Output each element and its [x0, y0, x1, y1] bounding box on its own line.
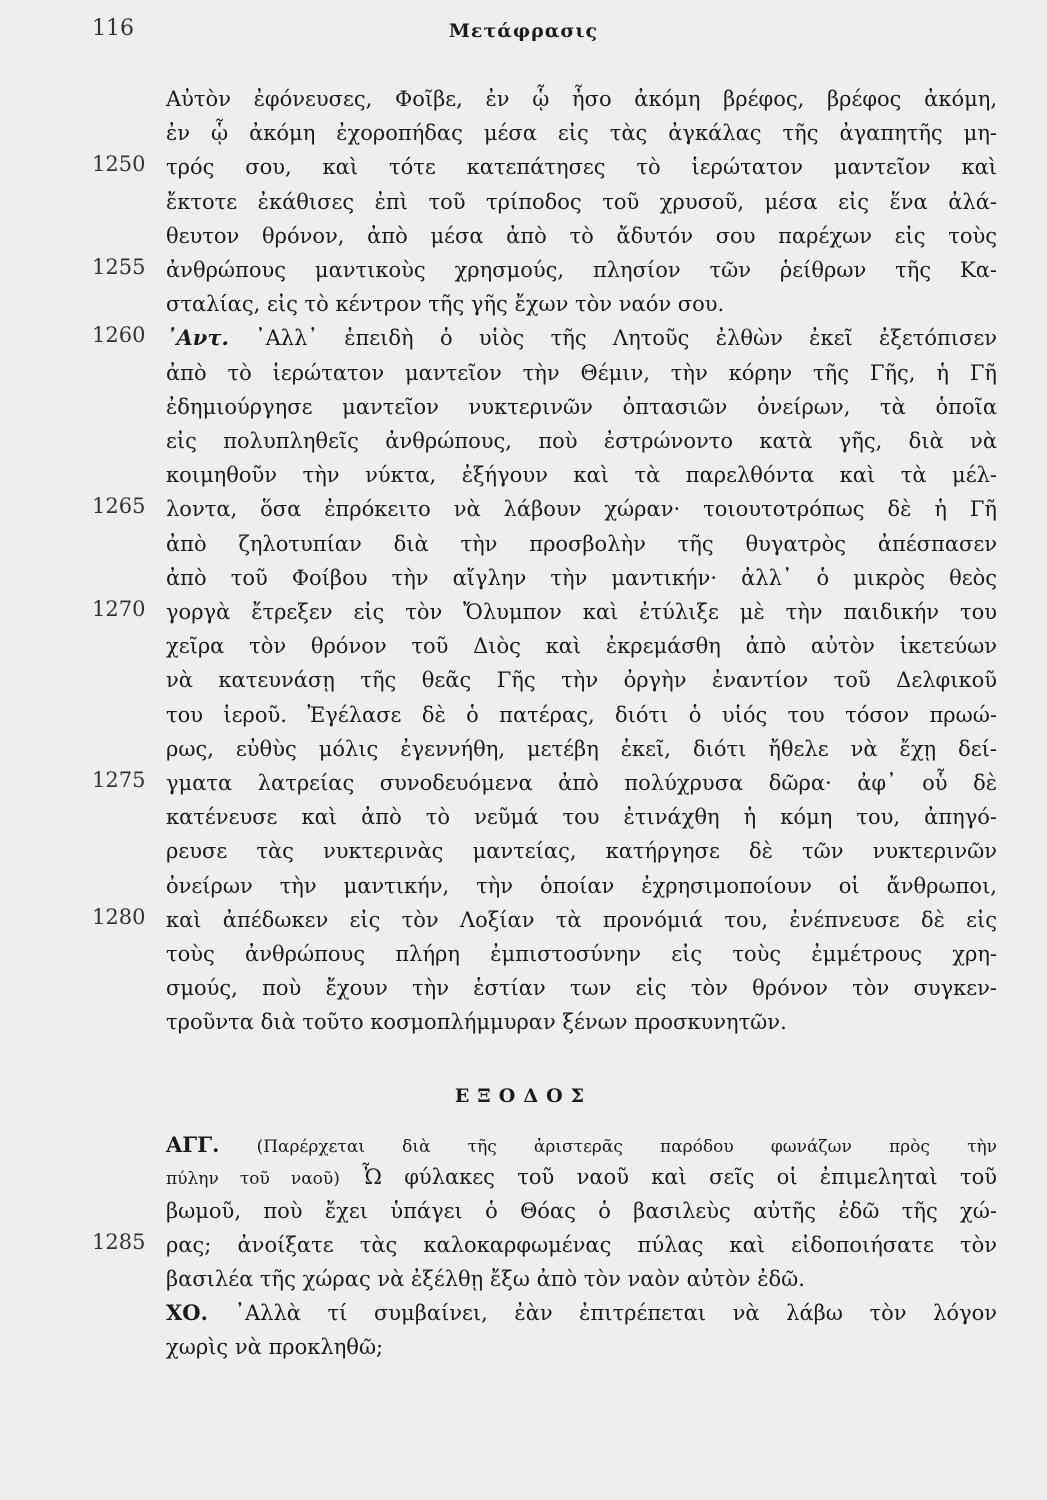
- text-line: [0, 1005, 1047, 1039]
- text-line: [0, 185, 1047, 219]
- text-run: νὰ κατευνάσῃ τῆς θεᾶς Γῆς τὴν ὀργὴν ἐναντίον τοῦ Δελφικοῦ: [166, 668, 997, 693]
- line-text: [166, 185, 997, 219]
- line-text: [166, 766, 997, 800]
- text-run: χωρὶς νὰ προκληθῶ;: [166, 1335, 384, 1359]
- line-text: [166, 219, 997, 253]
- line-text: [166, 971, 997, 1005]
- line-number: 1250: [92, 152, 146, 177]
- line-text: [166, 1262, 997, 1296]
- text-run: ἀνθρώπους μαντικοὺς χρησμούς, πλησίον τῶν ῥείθρων τῆς Κα-: [166, 258, 997, 282]
- line-number: 1285: [92, 1230, 146, 1254]
- text-run: βασιλέα τῆς χώρας νὰ ἐξέλθῃ ἔξω ἀπὸ τὸν ναὸν αὐτὸν ἐδῶ.: [166, 1267, 805, 1291]
- antistrophe-line: [0, 321, 1047, 355]
- text-run: ἀπὸ τοῦ Φοίβου τὴν αἴγλην τὴν μαντικήν· ἀλλ᾿ ὁ μικρὸς θεὸς: [166, 565, 997, 590]
- line-text: [166, 458, 997, 492]
- stage-direction: πύλην τοῦ ναοῦ): [166, 1169, 340, 1189]
- line-text: [166, 834, 997, 868]
- text-run: τρός σου, καὶ τότε κατεπάτησες τὸ ἱερώτατον μαντεῖον καὶ: [166, 155, 997, 180]
- line-number: 1260: [92, 323, 146, 348]
- text-run: εἰς πολυπληθεῖς ἀνθρώπους, ποὺ ἐστρώνοντο κατὰ γῆς, διὰ νὰ: [166, 429, 997, 453]
- text-line: [0, 424, 1047, 458]
- text-line: [0, 287, 1047, 321]
- text-run: ἀπὸ ζηλοτυπίαν διὰ τὴν προσβολὴν τῆς θυγατρὸς ἀπέσπασεν: [166, 531, 997, 556]
- line-text: [166, 595, 997, 629]
- text-run: ρας; ἀνοίξατε τὰς καλοκαρφωμένας πύλας καὶ εἰδοποιήσατε τὸν: [166, 1233, 997, 1257]
- text-line: [0, 116, 1047, 150]
- text-line: [0, 629, 1047, 663]
- speaker-label: ΧΟ.: [166, 1300, 208, 1325]
- line-text: [166, 869, 997, 903]
- text-line: [0, 869, 1047, 903]
- text-run: θευτον θρόνον, ἀπὸ μέσα ἀπὸ τὸ ἄδυτόν σου παρέχων εἰς τοὺς: [166, 223, 997, 248]
- line-number: 1265: [92, 494, 146, 519]
- line-text: [166, 390, 997, 424]
- text-run: ἔκτοτε ἐκάθισες ἐπὶ τοῦ τρίποδος τοῦ χρυσοῦ, μέσα εἰς ἕνα ἀλά-: [166, 189, 997, 214]
- text-line: [0, 253, 1047, 287]
- text-line: [0, 150, 1047, 184]
- line-number: 1280: [92, 904, 146, 929]
- text-line: [0, 937, 1047, 971]
- text-run: γματα λατρείας συνοδευόμενα ἀπὸ πολύχρυσα δῶρα· ἀφ᾿ οὗ δὲ: [166, 771, 997, 795]
- text-run: ἀπὸ τὸ ἱερώτατον μαντεῖον τὴν Θέμιν, τὴν κόρην τῆς Γῆς, ἡ Γῆ: [166, 360, 997, 385]
- text-line: [0, 1262, 1047, 1296]
- line-text: [166, 663, 997, 697]
- text-line: [0, 219, 1047, 253]
- line-text: [166, 1296, 997, 1330]
- text-run: γοργὰ ἔτρεξεν εἰς τὸν Ὄλυμπον καὶ ἐτύλιξε μὲ τὴν παιδικήν του: [166, 600, 997, 624]
- text-line: [0, 492, 1047, 526]
- text-line: [0, 698, 1047, 732]
- text-run: Αὐτὸν ἐφόνευσες, Φοῖβε, ἐν ᾧ ἦσο ἀκόμη βρέφος, βρέφος ἀκόμη,: [166, 87, 997, 111]
- section-heading-exodos: ΕΞΟΔΟΣ: [454, 1085, 593, 1107]
- text-run: σταλίας, εἰς τὸ κέντρον τῆς γῆς ἔχων τὸν ναόν σου.: [166, 292, 725, 317]
- text-run: ρευσε τὰς νυκτερινὰς μαντείας, κατήργησε δὲ τῶν νυκτερινῶν: [166, 839, 997, 864]
- line-text: [166, 937, 997, 971]
- text-line: [0, 732, 1047, 766]
- text-line: [0, 800, 1047, 834]
- text-run: ᾿Αλλ᾿ ἐπειδὴ ὁ υἱὸς τῆς Λητοῦς ἐλθὼν ἐκεῖ ἐξετόπισεν: [228, 326, 997, 351]
- line-text: [166, 527, 997, 561]
- text-line: [0, 971, 1047, 1005]
- text-line: [0, 1194, 1047, 1228]
- line-text: [166, 629, 997, 663]
- speaker-label: ᾿Αντ.: [166, 325, 229, 351]
- text-line: [0, 595, 1047, 629]
- text-line: [0, 903, 1047, 937]
- speaker-label: ΑΓΓ.: [166, 1132, 220, 1157]
- text-line: [0, 356, 1047, 390]
- text-run: Ὦ φύλακες τοῦ ναοῦ καὶ σεῖς οἱ ἐπιμεληταὶ τοῦ: [339, 1165, 997, 1189]
- line-text: [166, 1005, 997, 1039]
- text-run: κατένευσε καὶ ἀπὸ τὸ νεῦμά του ἐτινάχθη ἡ κόμη του, ἀπηγό-: [166, 805, 997, 830]
- text-line: [0, 527, 1047, 561]
- line-text: [166, 116, 997, 150]
- line-text: [166, 1194, 997, 1228]
- line-text: [166, 1330, 997, 1364]
- text-run: ἐν ᾧ ἀκόμη ἐχοροπήδας μέσα εἰς τὰς ἀγκάλας τῆς ἀγαπητῆς μη-: [166, 121, 997, 146]
- text-run: ρως, εὐθὺς μόλις ἐγεννήθη, μετέβη ἐκεῖ, διότι ἤθελε νὰ ἔχῃ δεί-: [166, 736, 997, 761]
- line-text: [166, 150, 997, 184]
- line-text: [166, 287, 997, 321]
- line-text: [166, 732, 997, 766]
- page-header: [0, 16, 1047, 50]
- line-text: [166, 1160, 997, 1196]
- text-run: ὀνείρων τὴν μαντικήν, τὴν ὁποίαν ἐχρησιμοποίουν οἱ ἄνθρωποι,: [166, 873, 997, 898]
- line-number: 1255: [92, 255, 146, 279]
- line-text: [166, 1128, 997, 1164]
- line-text: [166, 492, 997, 526]
- text-run: σμούς, ποὺ ἔχουν τὴν ἑστίαν των εἰς τὸν θρόνον τὸν συγκεν-: [166, 976, 997, 1001]
- text-line: [0, 561, 1047, 595]
- chorus-line: [0, 1330, 1047, 1364]
- text-run: βωμοῦ, ποὺ ἔχει ὑπάγει ὁ Θόας ὁ βασιλεὺς αὐτῆς ἐδῶ τῆς χώ-: [166, 1199, 997, 1223]
- text-run: καὶ ἀπέδωκεν εἰς τὸν Λοξίαν τὰ προνόμιά του, ἐνέπνευσε δὲ εἰς: [166, 907, 997, 932]
- line-text: [166, 424, 997, 458]
- text-line: [0, 458, 1047, 492]
- text-run: ἐδημιούργησε μαντεῖον νυκτερινῶν ὀπτασιῶν ὀνείρων, τὰ ὁποῖα: [166, 394, 997, 419]
- line-text: [166, 1228, 997, 1262]
- line-text: [166, 321, 997, 355]
- page-number: 116: [92, 16, 134, 41]
- line-text: [166, 903, 997, 937]
- text-run: του ἱεροῦ. Ἐγέλασε δὲ ὁ πατέρας, διότι ὁ υἱός του τόσον πρωώ-: [166, 702, 997, 727]
- text-line: [0, 663, 1047, 697]
- text-line: [0, 834, 1047, 868]
- text-run: λοντα, ὅσα ἐπρόκειτο νὰ λάβουν χώραν· τοιουτοτρόπως δὲ ἡ Γῆ: [166, 497, 997, 522]
- running-title: Μετάφρασις: [448, 20, 599, 42]
- text-run: χεῖρα τὸν θρόνον τοῦ Διὸς καὶ ἐκρεμάσθη ἀπὸ αὐτὸν ἱκετεύων: [166, 634, 997, 659]
- chorus-line: [0, 1296, 1047, 1330]
- line-number: 1275: [92, 768, 146, 792]
- line-text: [166, 356, 997, 390]
- line-text: [166, 800, 997, 834]
- line-text: [166, 253, 997, 287]
- text-line: [0, 390, 1047, 424]
- messenger-line: [0, 1128, 1047, 1162]
- stage-direction: (Παρέρχεται διὰ τῆς ἀριστερᾶς παρόδου φωνάζων πρὸς τὴν: [219, 1137, 997, 1157]
- text-run: κοιμηθοῦν τὴν νύκτα, ἐξήγουν καὶ τὰ παρελθόντα καὶ τὰ μέλ-: [166, 463, 997, 488]
- text-line: [0, 1228, 1047, 1262]
- messenger-line: [0, 1160, 1047, 1194]
- line-text: [166, 698, 997, 732]
- line-text: [166, 82, 997, 116]
- text-run: ᾿Αλλὰ τί συμβαίνει, ἐὰν ἐπιτρέπεται νὰ λάβω τὸν λόγον: [207, 1301, 997, 1325]
- line-text: [166, 561, 997, 595]
- text-line: [0, 766, 1047, 800]
- text-run: τοὺς ἀνθρώπους πλήρη ἐμπιστοσύνην εἰς τοὺς ἐμμέτρους χρη-: [166, 942, 997, 966]
- line-number: 1270: [92, 597, 146, 621]
- text-run: τροῦντα διὰ τοῦτο κοσμοπλήμμυραν ξένων προσκυνητῶν.: [166, 1010, 787, 1035]
- text-line: [0, 82, 1047, 116]
